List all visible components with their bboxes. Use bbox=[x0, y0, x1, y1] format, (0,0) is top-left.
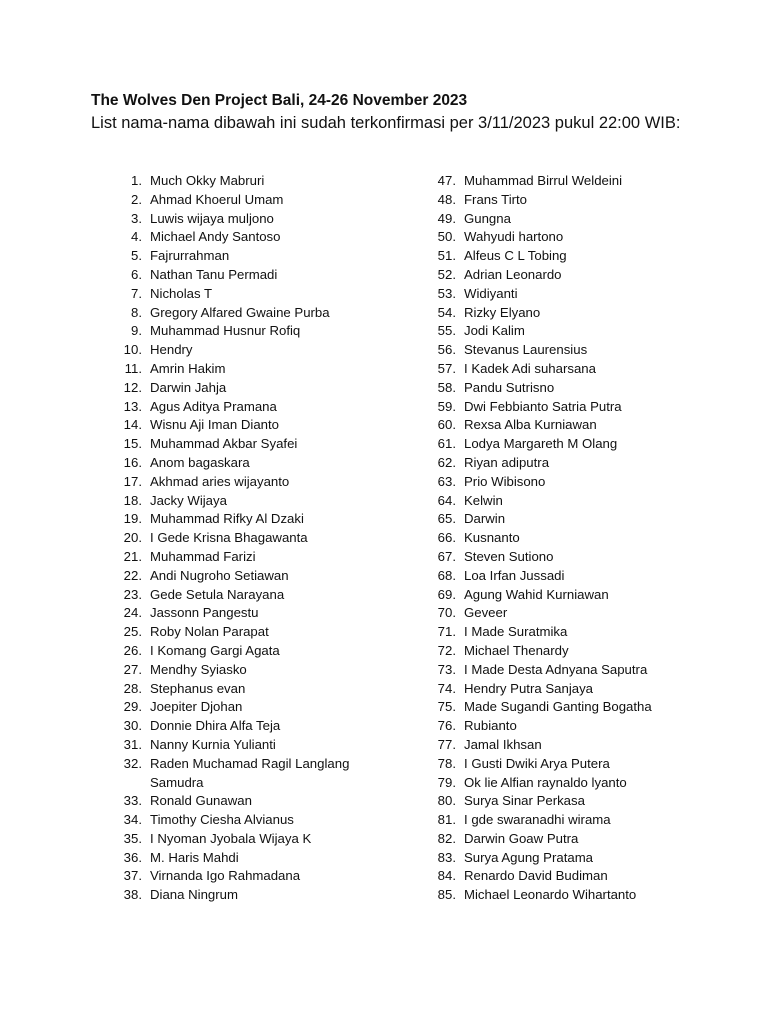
list-item-name: Agus Aditya Pramana bbox=[150, 398, 277, 414]
list-item-number: 68. bbox=[437, 567, 456, 583]
list-item-name: Hendry Putra Sanjaya bbox=[464, 680, 594, 696]
list-item bbox=[426, 830, 746, 849]
list-item-name: Timothy Ciesha Alvianus bbox=[150, 812, 294, 828]
list-item bbox=[108, 266, 428, 285]
list-item bbox=[108, 755, 428, 793]
list-item-number: 35. bbox=[123, 830, 142, 846]
list-item-number: 2. bbox=[131, 191, 142, 207]
list-item-name: Lodya Margareth M Olang bbox=[464, 436, 618, 452]
list-item-number: 53. bbox=[437, 285, 456, 301]
list-item-number: 75. bbox=[437, 699, 456, 715]
list-item bbox=[108, 604, 428, 623]
list-item-name: Made Sugandi Ganting Bogatha bbox=[464, 699, 652, 715]
list-item-number: 59. bbox=[437, 398, 456, 414]
list-item-number: 18. bbox=[123, 492, 142, 508]
list-item-number: 19. bbox=[123, 511, 142, 527]
list-item-number: 26. bbox=[123, 642, 142, 658]
list-item-name: Michael Thenardy bbox=[464, 642, 569, 658]
list-item-number: 17. bbox=[123, 473, 142, 489]
list-item bbox=[426, 492, 746, 511]
list-item bbox=[426, 604, 746, 623]
list-item-name: Akhmad aries wijayanto bbox=[150, 473, 290, 489]
list-item bbox=[108, 341, 428, 360]
list-item-number: 28. bbox=[123, 680, 142, 696]
list-item-name: Nicholas T bbox=[150, 285, 213, 301]
list-item-number: 62. bbox=[437, 454, 456, 470]
list-item bbox=[108, 736, 428, 755]
list-item-name: Rizky Elyano bbox=[464, 304, 541, 320]
list-item bbox=[108, 642, 428, 661]
list-item bbox=[108, 492, 428, 511]
list-item-number: 16. bbox=[123, 454, 142, 470]
list-item-name: Muhammad Farizi bbox=[150, 548, 256, 564]
list-item bbox=[426, 586, 746, 605]
list-item bbox=[426, 811, 746, 830]
list-item bbox=[426, 849, 746, 868]
list-item-number: 50. bbox=[437, 229, 456, 245]
list-item bbox=[426, 454, 746, 473]
list-item-name: Virnanda Igo Rahmadana bbox=[150, 868, 301, 884]
list-item-name: Joepiter Djohan bbox=[150, 699, 243, 715]
list-item-name: Rexsa Alba Kurniawan bbox=[464, 417, 597, 433]
list-item-name: Alfeus C L Tobing bbox=[464, 248, 567, 264]
list-item-name: I Gusti Dwiki Arya Putera bbox=[464, 755, 610, 771]
left-name-list bbox=[108, 172, 428, 905]
list-item-name: Riyan adiputra bbox=[464, 454, 550, 470]
list-item-name: Renardo David Budiman bbox=[464, 868, 608, 884]
list-item-name: Jodi Kalim bbox=[464, 323, 525, 339]
list-item-number: 56. bbox=[437, 342, 456, 358]
list-item bbox=[426, 322, 746, 341]
list-item-number: 49. bbox=[437, 210, 456, 226]
list-item bbox=[108, 247, 428, 266]
list-item-name: Muhammad Akbar Syafei bbox=[150, 436, 298, 452]
list-item bbox=[426, 398, 746, 417]
list-item bbox=[426, 285, 746, 304]
list-item-name: Stevanus Laurensius bbox=[464, 342, 588, 358]
list-item-name: Hendry bbox=[150, 342, 193, 358]
list-item-number: 80. bbox=[437, 793, 456, 809]
list-item-name: Wisnu Aji Iman Dianto bbox=[150, 417, 279, 433]
list-item-name: Ronald Gunawan bbox=[150, 793, 252, 809]
list-item-number: 24. bbox=[123, 605, 142, 621]
list-item bbox=[108, 435, 428, 454]
list-item bbox=[426, 792, 746, 811]
list-item-number: 73. bbox=[437, 661, 456, 677]
list-item bbox=[108, 454, 428, 473]
list-item-name: I Gede Krisna Bhagawanta bbox=[150, 530, 308, 546]
list-item bbox=[108, 379, 428, 398]
list-item-number: 11. bbox=[124, 360, 142, 376]
list-item bbox=[108, 680, 428, 699]
list-item-name: Widiyanti bbox=[464, 285, 518, 301]
list-item-number: 85. bbox=[437, 887, 456, 903]
list-item-number: 74. bbox=[437, 680, 456, 696]
list-item-name: Adrian Leonardo bbox=[464, 266, 562, 282]
list-item-name: Muhammad Husnur Rofiq bbox=[150, 323, 301, 339]
list-item bbox=[108, 398, 428, 417]
list-item-name: Fajrurrahman bbox=[150, 248, 230, 264]
list-item-name: Prio Wibisono bbox=[464, 473, 546, 489]
list-item-number: 52. bbox=[437, 266, 456, 282]
list-item-name: Mendhy Syiasko bbox=[150, 661, 247, 677]
list-item bbox=[426, 867, 746, 886]
list-item-number: 58. bbox=[437, 379, 456, 395]
list-item bbox=[108, 811, 428, 830]
list-item-number: 14. bbox=[123, 417, 142, 433]
list-item bbox=[426, 755, 746, 774]
list-item bbox=[426, 736, 746, 755]
document-title: The Wolves Den Project Bali, 24-26 November 2023 bbox=[91, 92, 468, 109]
list-item-name: I gde swaranadhi wirama bbox=[464, 812, 611, 828]
list-item-name: I Kadek Adi suharsana bbox=[464, 360, 596, 376]
list-item-name: Nanny Kurnia Yulianti bbox=[150, 736, 276, 752]
list-item bbox=[426, 529, 746, 548]
list-item-name: Darwin bbox=[464, 511, 506, 527]
list-item-name: Jassonn Pangestu bbox=[150, 605, 259, 621]
list-item-number: 48. bbox=[437, 191, 456, 207]
list-item-name: Kusnanto bbox=[464, 530, 520, 546]
list-item bbox=[108, 228, 428, 247]
list-item-number: 76. bbox=[437, 718, 456, 734]
list-item bbox=[108, 529, 428, 548]
list-item-number: 54. bbox=[437, 304, 456, 320]
list-item-name: Ahmad Khoerul Umam bbox=[150, 191, 284, 207]
list-item bbox=[108, 285, 428, 304]
list-item-number: 25. bbox=[123, 624, 142, 640]
list-item bbox=[426, 510, 746, 529]
list-item-name: Gregory Alfared Gwaine Purba bbox=[150, 304, 330, 320]
list-item-name: Wahyudi hartono bbox=[464, 229, 564, 245]
list-item bbox=[108, 360, 428, 379]
list-item-number: 78. bbox=[437, 755, 456, 771]
list-item bbox=[108, 830, 428, 849]
list-item-name: Roby Nolan Parapat bbox=[150, 624, 269, 640]
list-item-number: 47. bbox=[437, 173, 456, 188]
list-item-number: 31. bbox=[123, 736, 142, 752]
list-item bbox=[108, 510, 428, 529]
list-item bbox=[108, 586, 428, 605]
list-item bbox=[108, 304, 428, 323]
list-item-number: 32. bbox=[123, 755, 142, 771]
list-item-name: I Made Suratmika bbox=[464, 624, 568, 640]
list-item bbox=[426, 228, 746, 247]
list-item-number: 22. bbox=[123, 567, 142, 583]
right-name-list bbox=[426, 172, 746, 905]
list-item-name: Raden Muchamad Ragil Langlang Samudra bbox=[150, 755, 350, 790]
list-item bbox=[426, 360, 746, 379]
list-item-number: 23. bbox=[123, 586, 142, 602]
list-item-number: 30. bbox=[123, 718, 142, 734]
list-item bbox=[426, 266, 746, 285]
list-item bbox=[426, 548, 746, 567]
list-item bbox=[108, 473, 428, 492]
list-item bbox=[108, 548, 428, 567]
list-item bbox=[426, 623, 746, 642]
list-item bbox=[426, 247, 746, 266]
list-item-number: 21. bbox=[123, 548, 142, 564]
list-item-number: 5. bbox=[131, 248, 142, 264]
list-item bbox=[108, 717, 428, 736]
list-item-name: Kelwin bbox=[464, 492, 503, 508]
list-item bbox=[108, 867, 428, 886]
list-item-number: 37. bbox=[123, 868, 142, 884]
list-item-name: Jacky Wijaya bbox=[150, 492, 227, 508]
list-item-number: 36. bbox=[123, 849, 142, 865]
list-item-name: I Nyoman Jyobala Wijaya K bbox=[150, 830, 312, 846]
list-item-number: 20. bbox=[123, 530, 142, 546]
list-item-number: 7. bbox=[131, 285, 142, 301]
list-item-number: 1. bbox=[131, 173, 142, 188]
list-item bbox=[426, 379, 746, 398]
document-subtitle: List nama-nama dibawah ini sudah terkonfirmasi per 3/11/2023 pukul 22:00 WIB: bbox=[91, 114, 681, 132]
list-item bbox=[108, 191, 428, 210]
list-item bbox=[108, 416, 428, 435]
list-item bbox=[108, 210, 428, 229]
list-item bbox=[426, 774, 746, 793]
list-item-number: 9. bbox=[131, 323, 142, 339]
list-item-name: Amrin Hakim bbox=[150, 360, 226, 376]
list-item-number: 72. bbox=[437, 642, 456, 658]
list-item-number: 71. bbox=[437, 624, 456, 640]
list-item bbox=[426, 698, 746, 717]
list-item-name: Pandu Sutrisno bbox=[464, 379, 555, 395]
list-item-name: Surya Agung Pratama bbox=[464, 849, 594, 865]
list-item bbox=[426, 210, 746, 229]
list-item-number: 67. bbox=[437, 548, 456, 564]
list-item bbox=[108, 322, 428, 341]
list-item-number: 13. bbox=[123, 398, 142, 414]
list-item-number: 84. bbox=[437, 868, 456, 884]
list-item-name: Agung Wahid Kurniawan bbox=[464, 586, 609, 602]
list-item-number: 34. bbox=[123, 812, 142, 828]
list-item bbox=[426, 717, 746, 736]
list-item-name: Ok lie Alfian raynaldo lyanto bbox=[464, 774, 627, 790]
list-item-number: 83. bbox=[437, 849, 456, 865]
list-item-name: Dwi Febbianto Satria Putra bbox=[464, 398, 622, 414]
list-item-name: Darwin Goaw Putra bbox=[464, 830, 579, 846]
list-item bbox=[108, 172, 428, 191]
list-item bbox=[426, 680, 746, 699]
list-item bbox=[426, 567, 746, 586]
list-item-number: 69. bbox=[437, 586, 456, 602]
list-item-number: 57. bbox=[437, 360, 456, 376]
list-item-name: Michael Andy Santoso bbox=[150, 229, 281, 245]
list-item bbox=[426, 304, 746, 323]
list-item-name: Diana Ningrum bbox=[150, 887, 238, 903]
list-item-number: 15. bbox=[123, 436, 142, 452]
list-item-name: Surya Sinar Perkasa bbox=[464, 793, 585, 809]
list-item-number: 8. bbox=[131, 304, 142, 320]
list-item-name: Rubianto bbox=[464, 718, 517, 734]
list-item-number: 70. bbox=[437, 605, 456, 621]
list-item-name: Andi Nugroho Setiawan bbox=[150, 567, 289, 583]
list-item-name: Stephanus evan bbox=[150, 680, 246, 696]
list-item-number: 3. bbox=[131, 210, 142, 226]
list-item bbox=[426, 172, 746, 191]
list-item-number: 38. bbox=[123, 887, 142, 903]
list-item bbox=[426, 661, 746, 680]
list-item bbox=[108, 886, 428, 905]
list-item-number: 65. bbox=[437, 511, 456, 527]
list-item bbox=[426, 435, 746, 454]
list-item-number: 6. bbox=[131, 266, 142, 282]
list-item-number: 77. bbox=[437, 736, 456, 752]
list-item-name: Gungna bbox=[464, 210, 511, 226]
list-item bbox=[108, 698, 428, 717]
list-item-name: Frans Tirto bbox=[464, 191, 528, 207]
list-item-name: Muhammad Rifky Al Dzaki bbox=[150, 511, 304, 527]
list-item bbox=[108, 661, 428, 680]
list-item bbox=[108, 567, 428, 586]
list-item-name: I Made Desta Adnyana Saputra bbox=[464, 661, 648, 677]
list-item bbox=[426, 473, 746, 492]
list-item-name: Muhammad Birrul Weldeini bbox=[464, 173, 623, 188]
list-item-name: Much Okky Mabruri bbox=[150, 173, 265, 188]
list-item-name: Luwis wijaya muljono bbox=[150, 210, 274, 226]
list-item-name: Jamal Ikhsan bbox=[464, 736, 542, 752]
list-item-number: 66. bbox=[437, 530, 456, 546]
list-item-number: 60. bbox=[437, 417, 456, 433]
list-item-name: I Komang Gargi Agata bbox=[150, 642, 280, 658]
list-item bbox=[426, 191, 746, 210]
list-item-name: M. Haris Mahdi bbox=[150, 849, 239, 865]
list-item-number: 12. bbox=[123, 379, 142, 395]
list-item-name: Michael Leonardo Wihartanto bbox=[464, 887, 637, 903]
list-item-number: 4. bbox=[131, 229, 142, 245]
list-item bbox=[426, 642, 746, 661]
list-item bbox=[426, 341, 746, 360]
list-item-name: Geveer bbox=[464, 605, 508, 621]
list-item-number: 82. bbox=[437, 830, 456, 846]
list-item-name: Gede Setula Narayana bbox=[150, 586, 285, 602]
list-item-number: 51. bbox=[437, 248, 456, 264]
list-item-name: Nathan Tanu Permadi bbox=[150, 266, 278, 282]
list-item bbox=[108, 792, 428, 811]
list-item-number: 64. bbox=[437, 492, 456, 508]
list-item bbox=[108, 623, 428, 642]
list-item bbox=[108, 849, 428, 868]
list-item-number: 61. bbox=[437, 436, 456, 452]
list-item-number: 10. bbox=[123, 342, 142, 358]
list-item-number: 63. bbox=[437, 473, 456, 489]
list-item-number: 29. bbox=[123, 699, 142, 715]
list-item-name: Darwin Jahja bbox=[150, 379, 227, 395]
list-item-number: 55. bbox=[437, 323, 456, 339]
list-item-number: 33. bbox=[123, 793, 142, 809]
list-item-number: 79. bbox=[437, 774, 456, 790]
list-item bbox=[426, 886, 746, 905]
list-item-name: Donnie Dhira Alfa Teja bbox=[150, 718, 281, 734]
list-item-name: Steven Sutiono bbox=[464, 548, 554, 564]
list-item-number: 27. bbox=[123, 661, 142, 677]
list-item bbox=[426, 416, 746, 435]
list-item-name: Loa Irfan Jussadi bbox=[464, 567, 565, 583]
list-item-number: 81. bbox=[437, 812, 456, 828]
list-item-name: Anom bagaskara bbox=[150, 454, 250, 470]
